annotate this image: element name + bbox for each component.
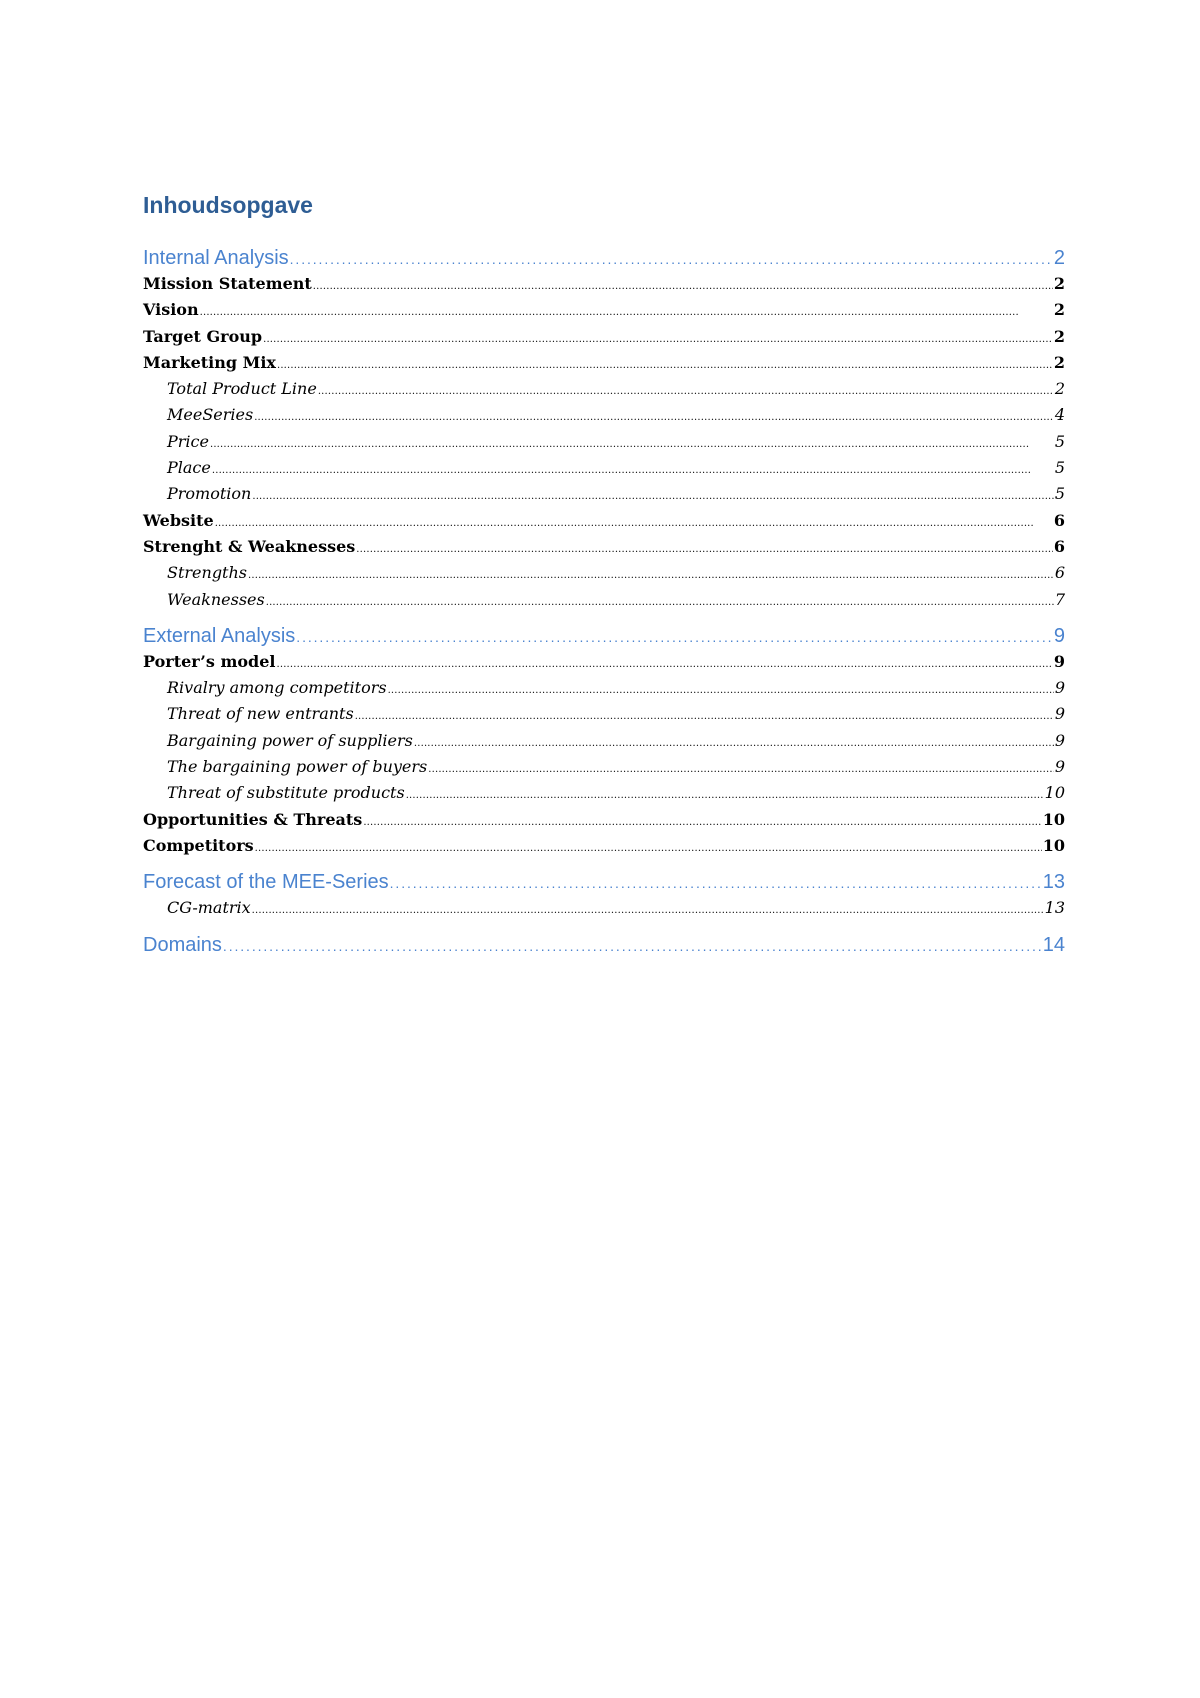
toc-entry-label: Total Product Line <box>167 379 317 399</box>
toc-leader-dots <box>363 807 1041 836</box>
toc-entry-label: External Analysis <box>143 624 296 647</box>
toc-leader-dots <box>318 376 1054 405</box>
toc-page-number: 2 <box>1053 352 1065 372</box>
toc-entry-label: Competitors <box>143 835 254 855</box>
toc-leader-dots <box>313 271 1053 300</box>
toc-leader-dots <box>355 701 1054 730</box>
toc-entry-bargaining-power-of-suppliers[interactable] <box>143 728 1065 754</box>
toc-entry-place[interactable] <box>143 455 1065 481</box>
toc-entry-label: Target Group <box>143 326 263 346</box>
toc-page-number: 10 <box>1042 809 1065 829</box>
toc-entry-cg-matrix[interactable] <box>143 895 1065 921</box>
toc-entry-label: Threat of new entrants <box>167 704 354 724</box>
toc-page-number: 6 <box>1053 510 1065 530</box>
toc-entry-label: Strenght & Weaknesses <box>143 536 356 556</box>
toc-entry-label: Mission Statement <box>143 274 312 293</box>
toc-page-number: 2 <box>1053 300 1065 320</box>
toc-entry-label: Threat of substitute products <box>167 783 405 803</box>
toc-leader-dots <box>248 560 1054 589</box>
toc-entry-bargaining-power-of-buyers[interactable] <box>143 754 1065 780</box>
toc-page-number: 9 <box>1053 651 1065 671</box>
toc-leader-dots <box>390 869 1042 896</box>
toc-entry-marketing-mix[interactable] <box>143 350 1065 376</box>
toc-page-number: 2 <box>1053 326 1065 346</box>
toc-page-number: 2 <box>1054 379 1065 399</box>
toc-entry-label: Strengths <box>167 563 247 583</box>
toc-entry-external-analysis[interactable] <box>143 623 1065 649</box>
toc-page-number: 5 <box>1054 458 1065 478</box>
toc-leader-dots <box>388 675 1054 704</box>
toc-entry-label: Promotion <box>167 484 252 504</box>
toc-page-number: 6 <box>1054 563 1065 583</box>
toc-entry-mission-statement[interactable] <box>143 271 1065 297</box>
toc-entry-label: Forecast of the MEE-Series <box>143 871 389 894</box>
toc-entry-label: Vision <box>143 300 199 320</box>
toc-entry-label: Marketing Mix <box>143 352 276 372</box>
toc-entry-porters-model[interactable] <box>143 649 1065 675</box>
toc-entry-rivalry-among-competitors[interactable] <box>143 675 1065 701</box>
toc-leader-dots <box>266 587 1054 616</box>
toc-entry-meeseries[interactable] <box>143 402 1065 428</box>
toc-entry-label: Place <box>167 458 211 478</box>
toc-leader-dots <box>356 534 1053 563</box>
toc-leader-dots <box>276 649 1052 678</box>
toc-page-number: 9 <box>1054 678 1065 698</box>
toc-entry-threat-of-new-entrants[interactable] <box>143 701 1065 727</box>
toc-entry-forecast-mee-series[interactable] <box>143 869 1065 895</box>
toc-entry-label: Weaknesses <box>167 589 265 609</box>
toc-leader-dots <box>255 833 1042 862</box>
toc-page-number: 6 <box>1053 536 1065 556</box>
toc-leader-dots <box>263 324 1053 353</box>
toc-page-number: 10 <box>1044 783 1065 803</box>
table-of-contents <box>143 245 1065 958</box>
toc-entry-website[interactable] <box>143 508 1065 534</box>
toc-entry-weaknesses[interactable] <box>143 587 1065 613</box>
toc-entry-target-group[interactable] <box>143 324 1065 350</box>
toc-leader-dots <box>296 623 1053 650</box>
toc-page-number: 14 <box>1042 933 1065 956</box>
toc-page-number: 9 <box>1054 757 1065 777</box>
toc-entry-total-product-line[interactable] <box>143 376 1065 402</box>
toc-page-number: 5 <box>1054 431 1065 451</box>
toc-leader-dots <box>252 481 1053 510</box>
toc-leader-dots <box>406 780 1044 809</box>
toc-leader-dots <box>212 455 1054 484</box>
toc-entry-label: The bargaining power of buyers <box>167 757 428 777</box>
toc-entry-label: Bargaining power of suppliers <box>167 730 413 750</box>
toc-page-number: 13 <box>1044 898 1065 918</box>
toc-entry-promotion[interactable] <box>143 481 1065 507</box>
toc-entry-internal-analysis[interactable] <box>143 245 1065 271</box>
toc-title: Inhoudsopgave <box>143 192 313 218</box>
toc-entry-label: Domains <box>143 933 222 956</box>
toc-page-number: 2 <box>1053 247 1065 269</box>
toc-leader-dots <box>290 245 1053 272</box>
toc-leader-dots <box>252 895 1044 924</box>
toc-page-number: 5 <box>1054 484 1065 504</box>
toc-entry-label: Price <box>167 431 209 451</box>
toc-page-number: 9 <box>1054 730 1065 750</box>
toc-entry-label: CG-matrix <box>167 898 251 918</box>
toc-leader-dots <box>277 350 1053 379</box>
toc-entry-opportunities-threats[interactable] <box>143 807 1065 833</box>
toc-entry-strengths[interactable] <box>143 560 1065 586</box>
toc-entry-price[interactable] <box>143 429 1065 455</box>
toc-entry-label: MeeSeries <box>167 405 254 425</box>
toc-leader-dots <box>200 297 1053 326</box>
toc-leader-dots <box>210 429 1054 458</box>
toc-leader-dots <box>215 508 1053 537</box>
toc-leader-dots <box>223 932 1042 959</box>
toc-entry-label: Opportunities & Threats <box>143 809 363 829</box>
toc-leader-dots <box>414 728 1054 757</box>
toc-page-number: 4 <box>1054 405 1065 425</box>
toc-entry-competitors[interactable] <box>143 833 1065 859</box>
toc-entry-label: Internal Analysis <box>143 247 289 269</box>
toc-entry-vision[interactable] <box>143 297 1065 323</box>
toc-leader-dots <box>254 402 1054 431</box>
toc-page-number: 7 <box>1054 589 1065 609</box>
toc-page-number: 2 <box>1053 274 1065 293</box>
toc-entry-threat-of-substitute-products[interactable] <box>143 780 1065 806</box>
toc-page-number: 9 <box>1054 704 1065 724</box>
toc-entry-domains[interactable] <box>143 932 1065 958</box>
toc-entry-label: Rivalry among competitors <box>167 678 387 698</box>
toc-page-number: 13 <box>1042 871 1065 894</box>
toc-entry-strenght-weaknesses[interactable] <box>143 534 1065 560</box>
toc-page-number: 10 <box>1042 835 1065 855</box>
toc-entry-label: Website <box>143 510 214 530</box>
toc-leader-dots <box>428 754 1054 783</box>
toc-page-number: 9 <box>1053 624 1065 647</box>
toc-entry-label: Porter’s model <box>143 651 276 671</box>
